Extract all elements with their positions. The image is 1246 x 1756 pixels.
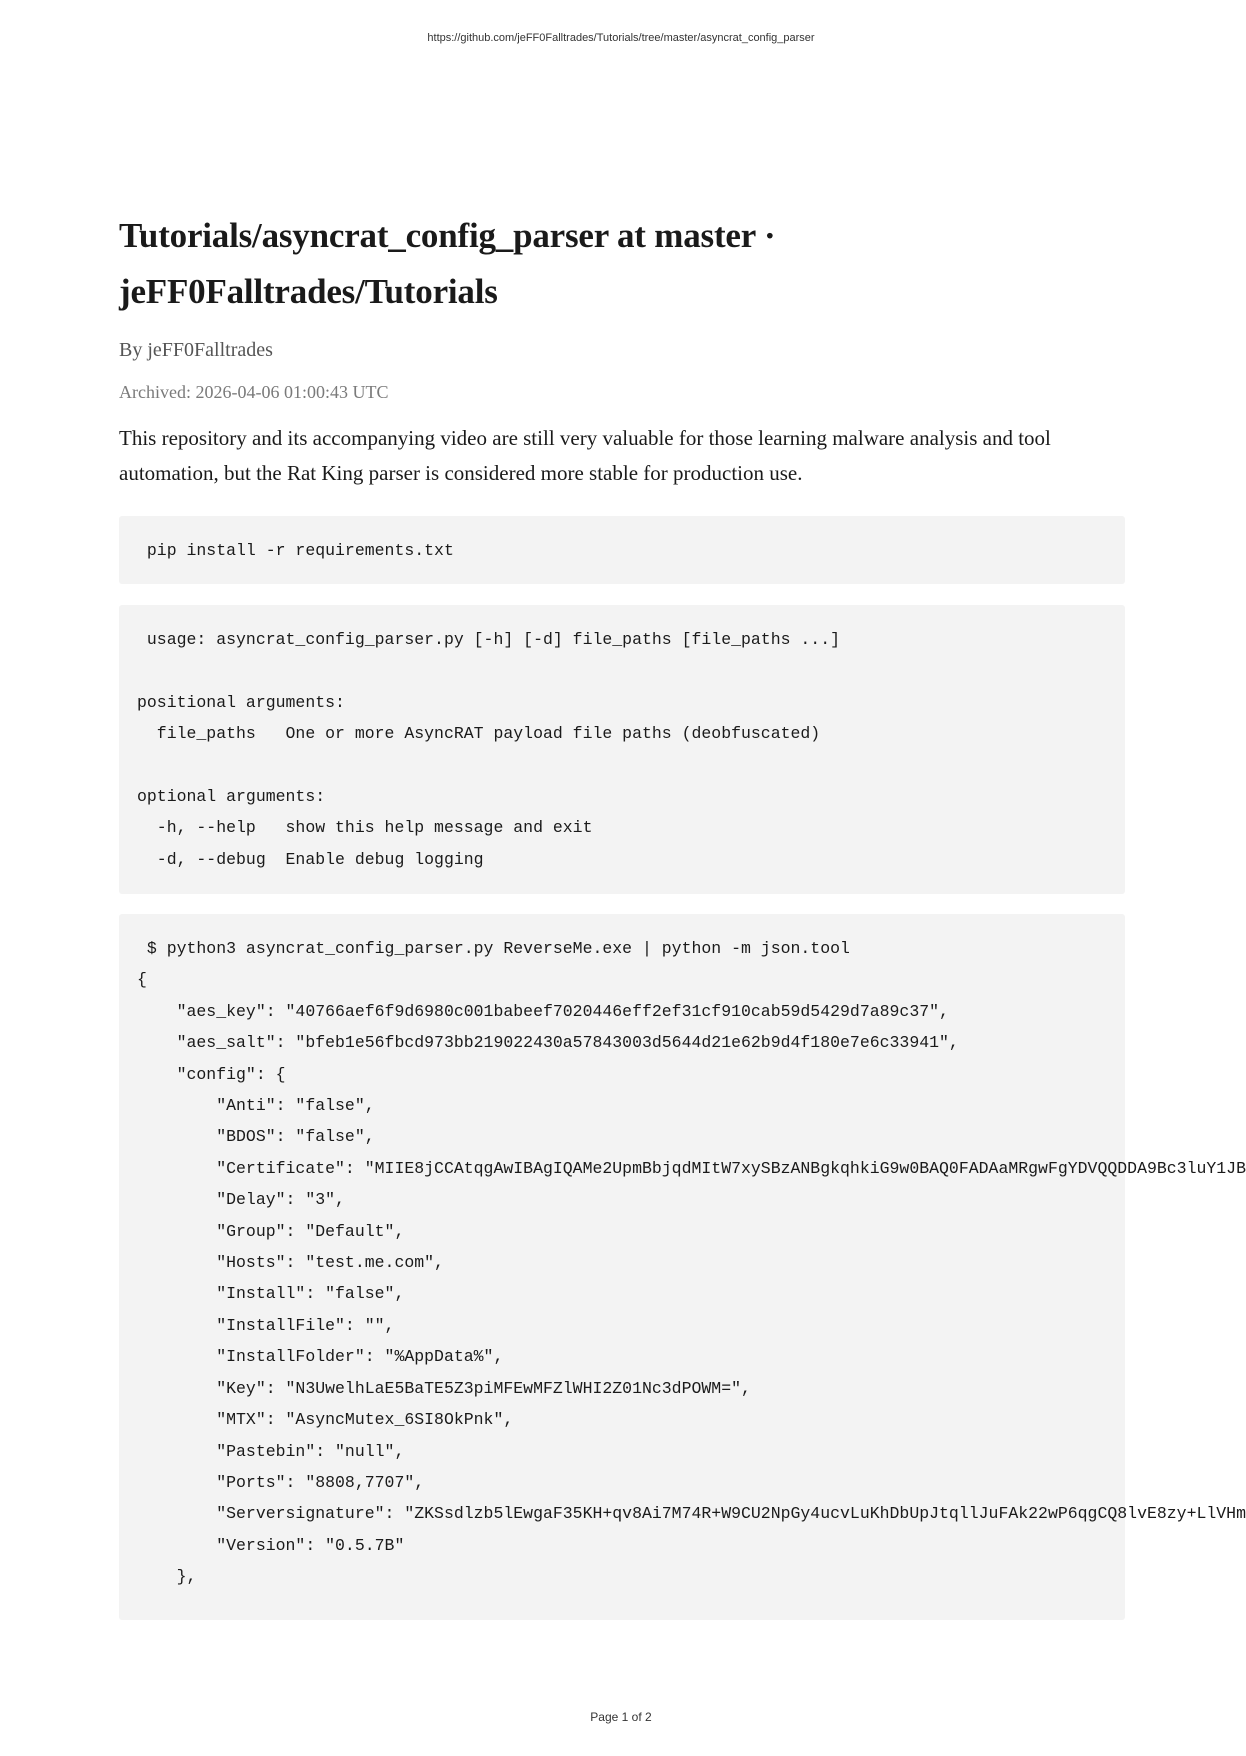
archived-timestamp: Archived: 2026-04-06 01:00:43 UTC — [119, 382, 389, 402]
author-byline: By jeFF0Falltrades — [119, 339, 273, 361]
install-code-text: pip install -r requirements.txt — [137, 541, 454, 560]
page-url-header: https://github.com/jeFF0Falltrades/Tutorials/tree/master/asyncrat_config_parser — [427, 32, 815, 44]
page-number: Page 1 of 2 — [590, 1710, 652, 1724]
example-output-code-block — [119, 914, 1246, 1620]
install-code-block — [119, 516, 1125, 584]
usage-code-text: usage: asyncrat_config_parser.py [-h] [-d] file_paths [file_paths ...] positional arguments: file_paths One or more AsyncRAT payload file paths (deobfuscated) optional arguments: -h, --help show this help message and exit -d, --debug Enable debug logging — [137, 630, 841, 869]
usage-code-block — [119, 605, 1125, 894]
page-title: Tutorials/asyncrat_config_parser at master · jeFF0Falltrades/Tutorials — [119, 216, 776, 311]
intro-paragraph: This repository and its accompanying video are still very valuable for those learning malware analysis and tool automation, but the Rat King parser is considered more stable for production use. — [119, 426, 1051, 485]
example-output-code-text: $ python3 asyncrat_config_parser.py ReverseMe.exe | python -m json.tool { "aes_key": "40766aef6f9d6980c001babeef7020446eff2ef31cf910cab59d5429d7a89c37", "aes_salt": "bfeb1e56fbcd973bb219022430a57843003d5644d21e62b9d4f180e7e6c33941", "config": { "Anti": "false", "BDOS": "false", "Certificate": "MIIE8jCCAtqgAwIBAgIQAMe2UpmBbjqdMItW7xySBzANBgkqhkiG9w0BAQ0FADAaMRgwFgYDVQQDDA9Bc3luY1JB "Delay": "3", "Group": "Default", "Hosts": "test.me.com", "Install": "false", "InstallFile": "", "InstallFolder": "%AppData%", "Key": "N3UwelhLaE5BaTE5Z3piMFEwMFZlWHI2Z01Nc3dPOWM=", "MTX": "AsyncMutex_6SI8OkPnk", "Pastebin": "null", "Ports": "8808,7707", "Serversignature": "ZKSsdlzb5lEwgaF35KH+qv8Ai7M74R+W9CU2NpGy4ucvLuKhDbUpJtqllJuFAk22wP6qgCQ8lvE8zy+LlVHm "Version": "0.5.7B" }, — [137, 939, 1246, 1587]
article — [119, 208, 1246, 1620]
